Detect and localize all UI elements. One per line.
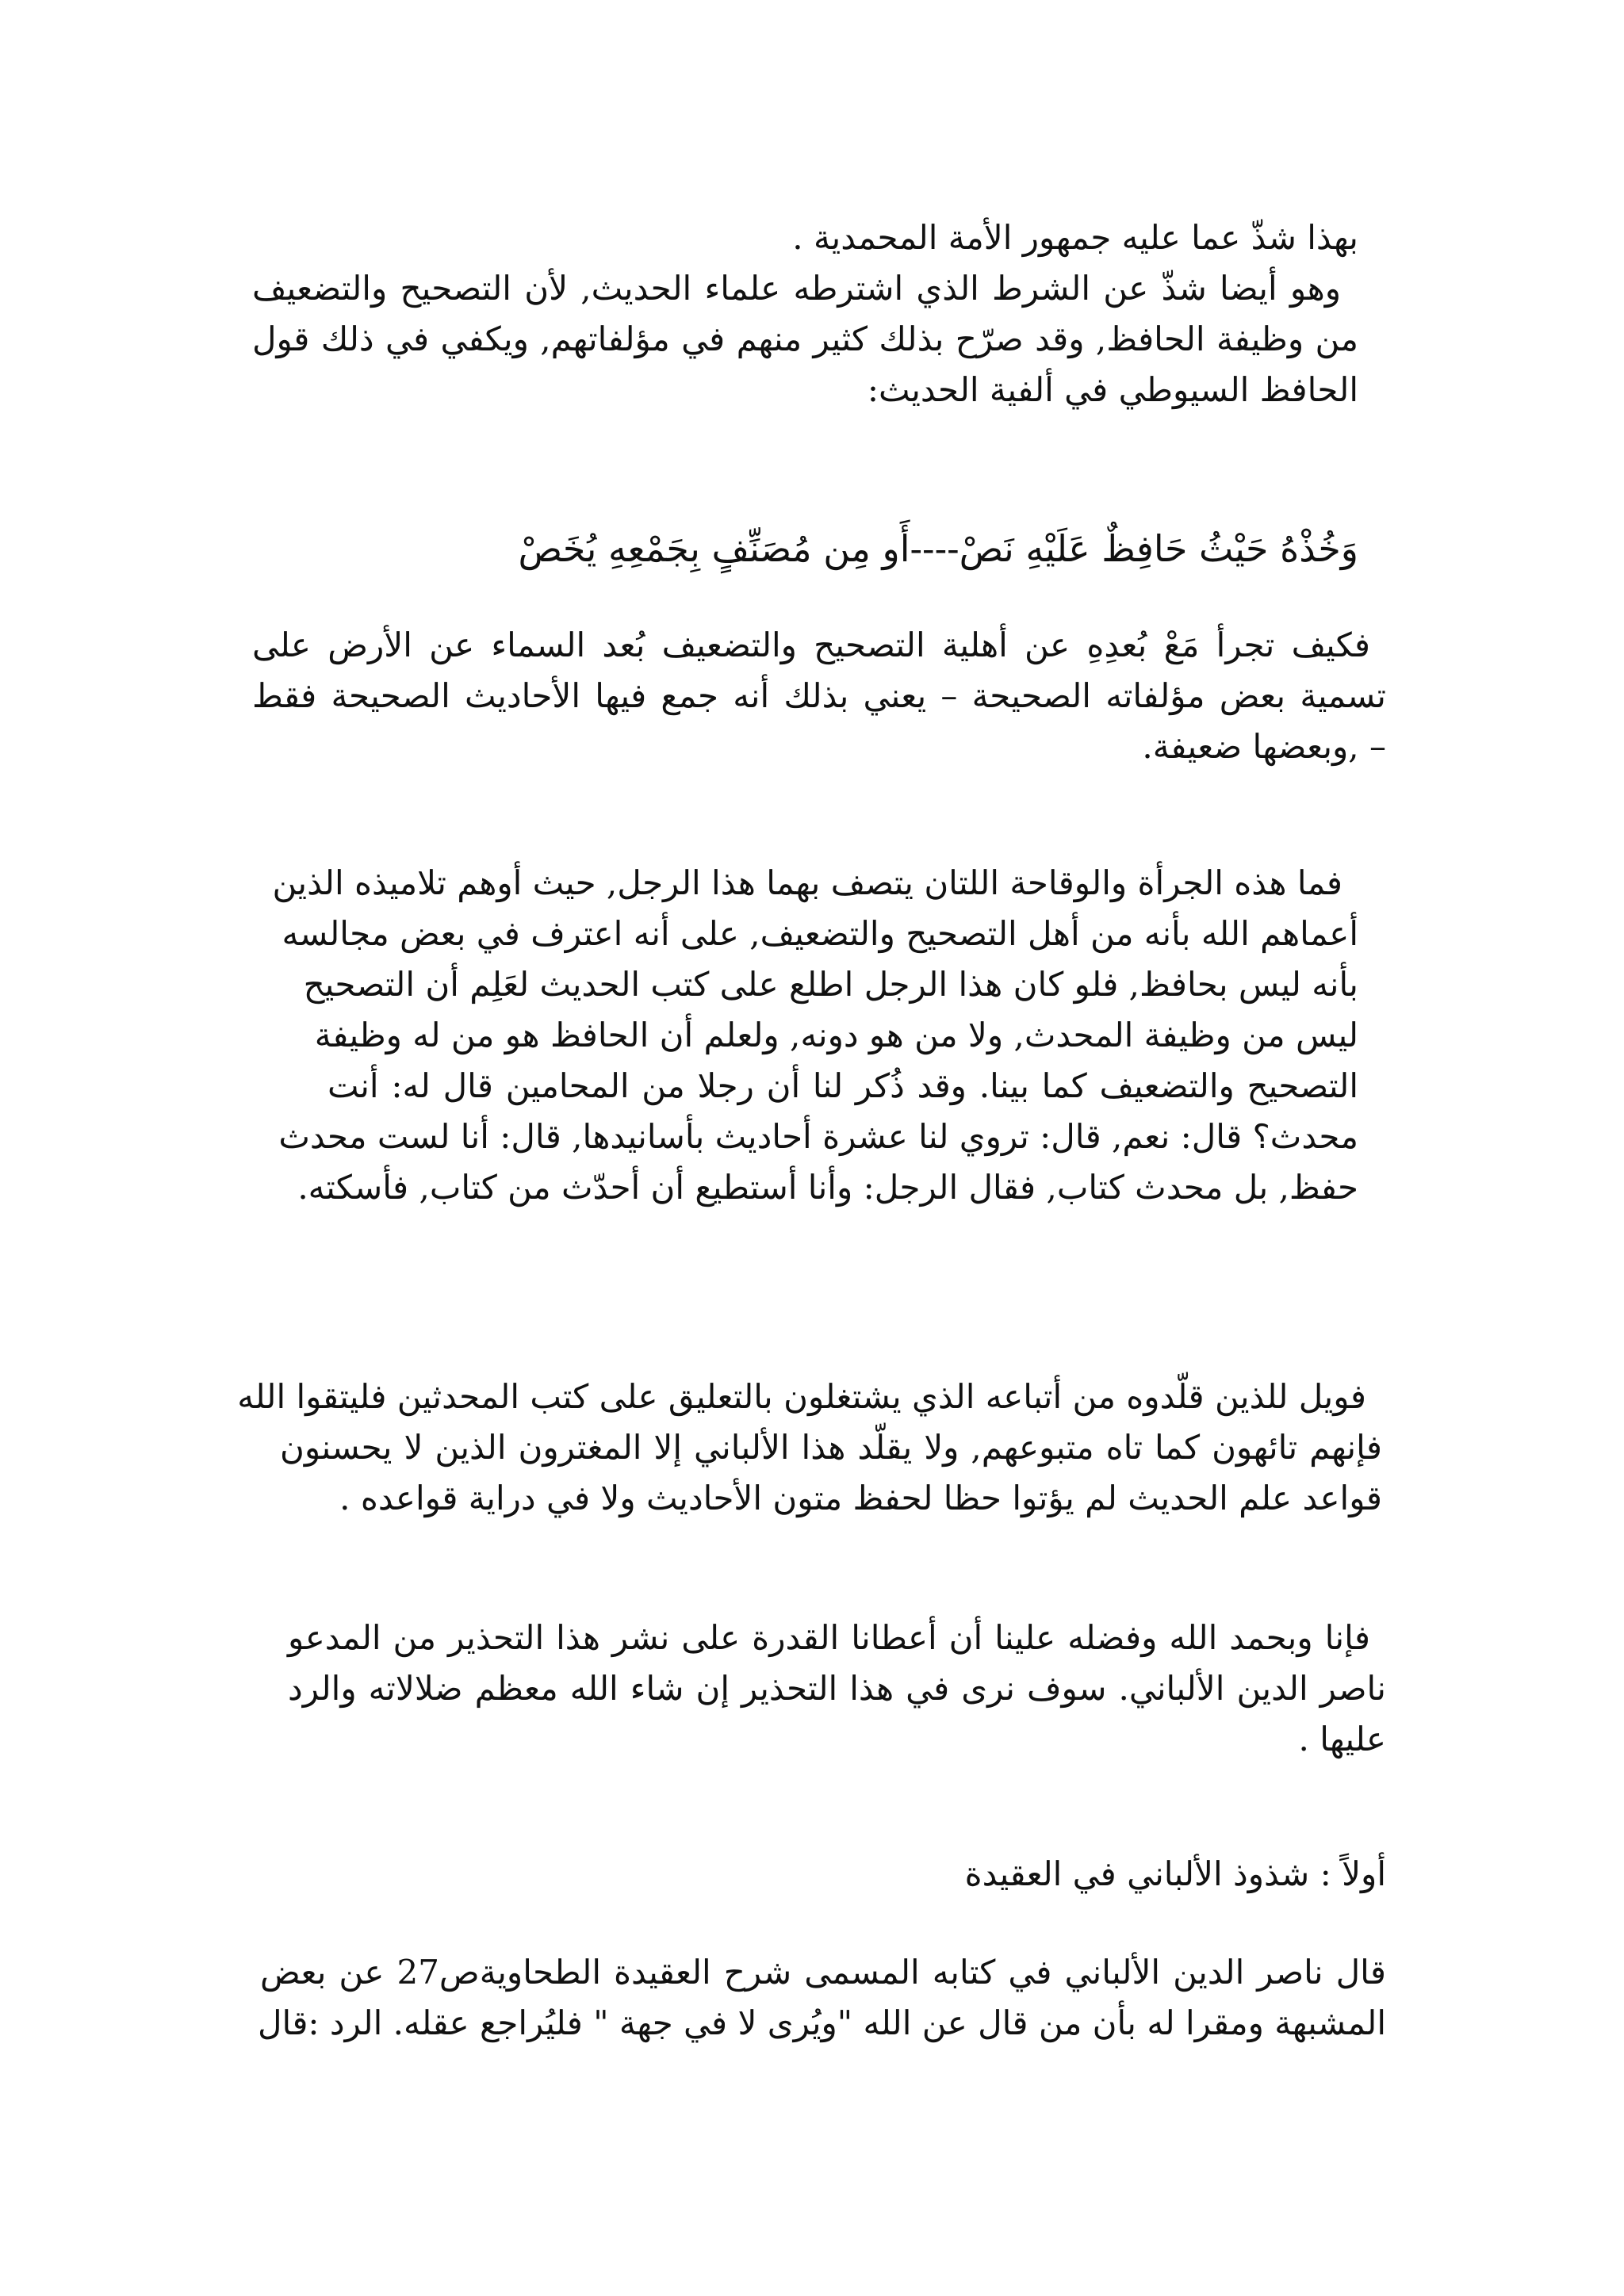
section-heading — [280, 1849, 1386, 1900]
text-line: محدث؟ قال: نعم, قال: تروي لنا عشرة أحاديث بأسانيدها, قال: أنا لست محدث — [278, 1117, 1358, 1156]
text-line: التصحيح والتضعيف كما بينا. وقد ذُكر لنا أن رجلا من المحامين قال له: أنت — [327, 1066, 1358, 1105]
paragraph-3 — [272, 858, 1358, 1213]
text-line: قواعد علم الحديث لم يؤتوا حظا لحفظ متون الأحاديث ولا في دراية قواعده . — [339, 1479, 1382, 1517]
text-line: – ,وبعضها ضعيفة. — [1142, 727, 1386, 766]
paragraph-2 — [252, 620, 1386, 772]
text-line: الحافظ السيوطي في ألفية الحديث: — [867, 370, 1358, 409]
text-line: حفظ, بل محدث كتاب, فقال الرجل: وأنا أستطيع أن أحدّث من كتاب, فأسكته. — [297, 1168, 1358, 1207]
text-line: وهو أيضا شذّ عن الشرط الذي اشترطه علماء الحديث, لأن التصحيح والتضعيف — [252, 269, 1341, 308]
text-line: فإنهم تائهون كما تاه متبوعهم, ولا يقلّد هذا الألباني إلا المغترون الذين لا يحسنون — [280, 1428, 1382, 1467]
text-line: بأنه ليس بحافظ, فلو كان هذا الرجل اطلع على كتب الحديث لعَلِم أن التصحيح — [303, 965, 1358, 1004]
text-line: ناصر الدين الألباني. سوف نرى في هذا التحذير إن شاء الله معظم ضلالاته والرد — [288, 1669, 1386, 1708]
text-line: عليها . — [1298, 1720, 1386, 1758]
text-line: ليس من وظيفة المحدث, ولا من هو دونه, ولعلم أن الحافظ هو من له وظيفة — [314, 1016, 1358, 1054]
text-line: فويل للذين قلّدوه من أتباعه الذي يشتغلون بالتعليق على كتب المحدثين فليتقوا الله — [237, 1377, 1366, 1416]
text-line: قال ناصر الدين الألباني في كتابه المسمى شرح العقيدة الطحاويةص27 عن بعض — [260, 1953, 1387, 1992]
text-line: أعماهم الله بأنه من أهل التصحيح والتضعيف, على أنه اعترف في بعض مجالسه — [282, 914, 1358, 953]
paragraph-1 — [252, 212, 1358, 415]
text-line: المشبهة ومقرا له بأن من قال عن الله "ويُرى لا في جهة " فليُراجع عقله. الرد :قال — [258, 2003, 1386, 2042]
text-line: أولاً : شذوذ الألباني في العقيدة — [964, 1854, 1386, 1893]
text-line: تسمية بعض مؤلفاته الصحيحة – يعني بذلك أنه جمع فيها الأحاديث الصحيحة فقط — [252, 676, 1386, 715]
text-line: فكيف تجرأ مَعْ بُعدِهِ عن أهلية التصحيح والتضعيف بُعد السماء عن الأرض على — [252, 626, 1370, 664]
paragraph-4 — [237, 1372, 1382, 1524]
text-line: فإنا وبحمد الله وفضله علينا أن أعطانا القدرة على نشر هذا التحذير من المدعو — [288, 1618, 1370, 1657]
paragraph-6 — [260, 1947, 1386, 2049]
text-line: من وظيفة الحافظ, وقد صرّح بذلك كثير منهم في مؤلفاتهم, ويكفي في ذلك قول — [252, 320, 1358, 358]
text-line: وَخُذْهُ حَيْثُ حَافِظٌ عَلَيْهِ نَصْ----أَو مِن مُصَنِّفٍ بِجَمْعِهِ يُخَصْ — [518, 527, 1358, 570]
text-line: بهذا شذّ عما عليه جمهور الأمة المحمدية . — [792, 218, 1358, 257]
paragraph-5 — [288, 1613, 1386, 1765]
text-line: فما هذه الجرأة والوقاحة اللتان يتصف بهما هذا الرجل, حيث أوهم تلاميذه الذين — [272, 863, 1342, 902]
poetry-verse — [252, 523, 1358, 574]
